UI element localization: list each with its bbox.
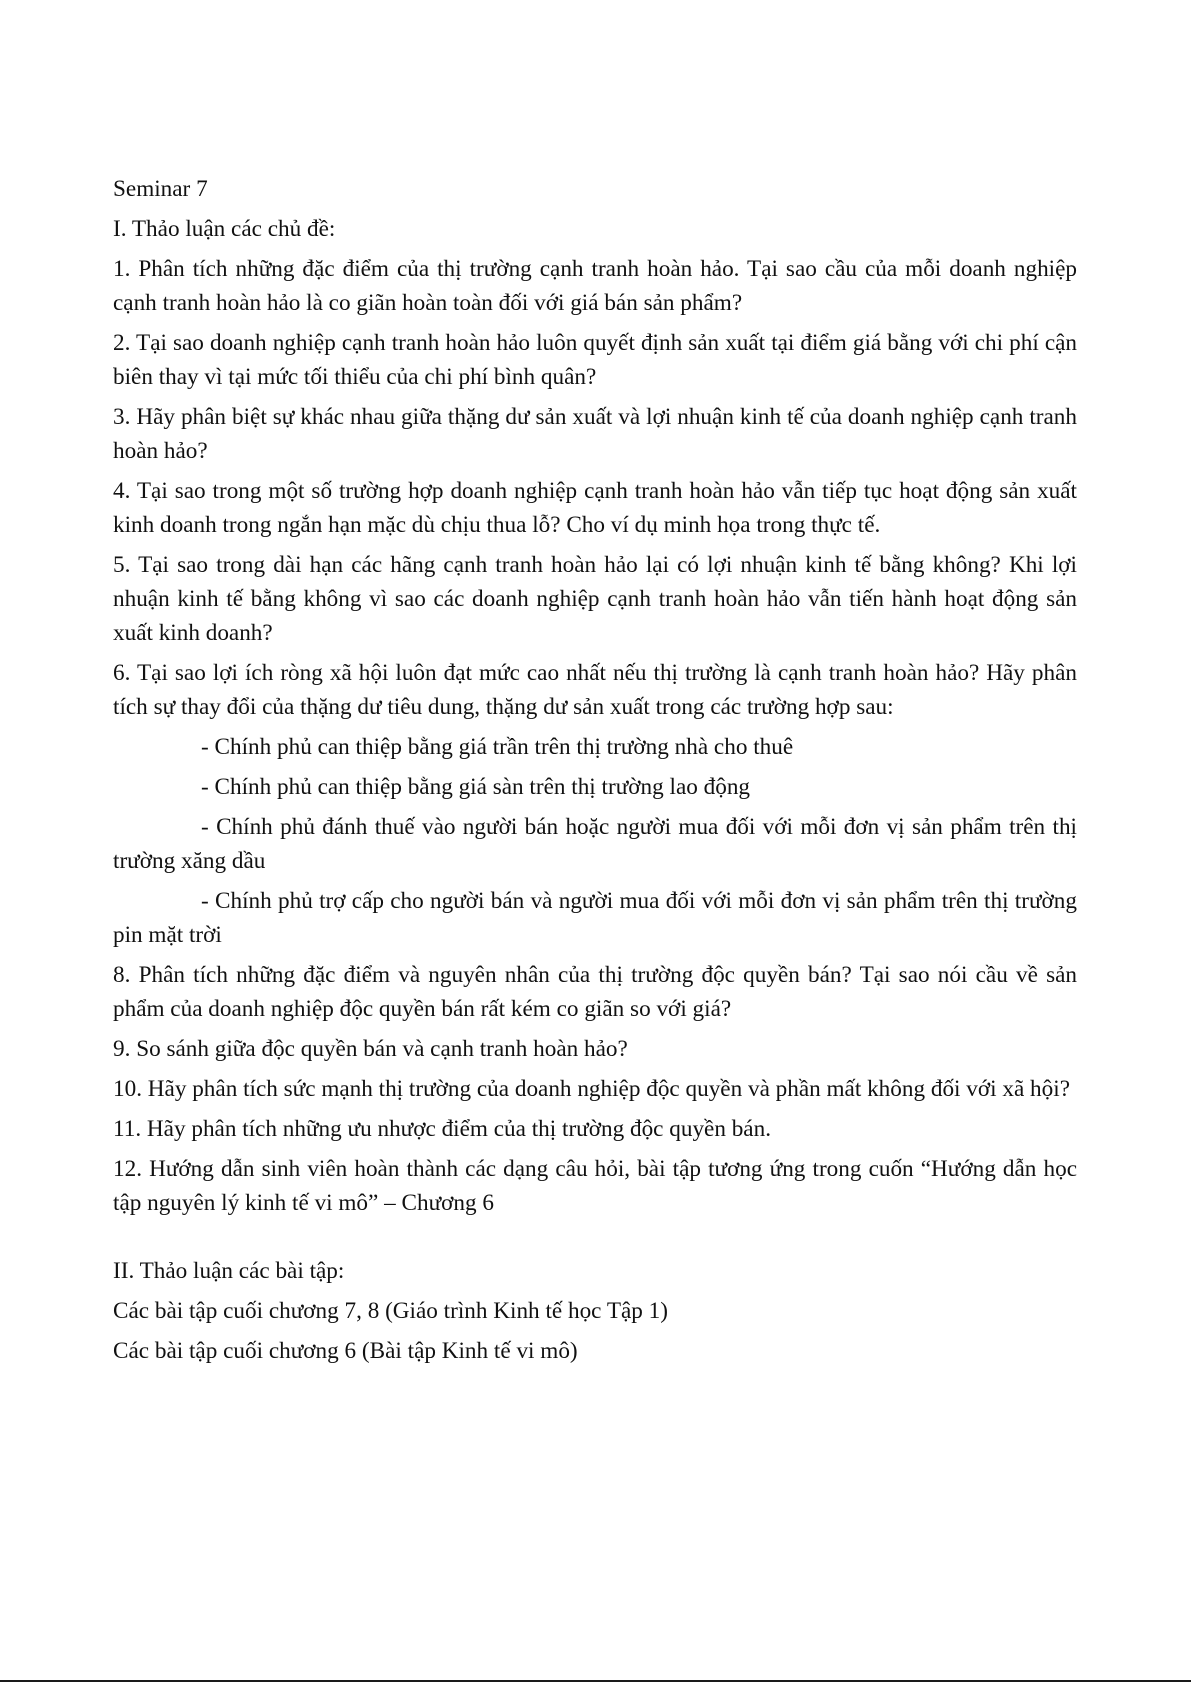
section-2-heading: II. Thảo luận các bài tập: xyxy=(113,1258,345,1284)
question-1: 1. Phân tích những đặc điểm của thị trường cạnh tranh hoàn hảo. Tại sao cầu của mỗi doanh nghiệp cạnh tranh hoàn hảo là co giãn hoàn toàn đối với giá bán sản phẩm? xyxy=(113,256,1077,316)
question-6: 6. Tại sao lợi ích ròng xã hội luôn đạt mức cao nhất nếu thị trường là cạnh tranh hoàn hảo? Hãy phân tích sự thay đổi của thặng dư tiêu dung, thặng dư sản xuất trong các trường hợp sau: xyxy=(113,660,1077,720)
document-page xyxy=(113,172,1077,1374)
section-1-heading: I. Thảo luận các chủ đề: xyxy=(113,216,336,242)
exercise-line-1: Các bài tập cuối chương 7, 8 (Giáo trình Kinh tế học Tập 1) xyxy=(113,1298,668,1324)
question-6-bullet-1: - Chính phủ can thiệp bằng giá trần trên thị trường nhà cho thuê xyxy=(201,734,794,760)
question-12: 12. Hướng dẫn sinh viên hoàn thành các dạng câu hỏi, bài tập tương ứng trong cuốn “Hướng dẫn học tập nguyên lý kinh tế vi mô” – Chương 6 xyxy=(113,1156,1077,1216)
question-9: 9. So sánh giữa độc quyền bán và cạnh tranh hoàn hảo? xyxy=(113,1036,628,1062)
question-4: 4. Tại sao trong một số trường hợp doanh nghiệp cạnh tranh hoàn hảo vẫn tiếp tục hoạt động sản xuất kinh doanh trong ngắn hạn mặc dù chịu thua lỗ? Cho ví dụ minh họa trong thực tế. xyxy=(113,478,1077,538)
section-gap xyxy=(113,1226,1077,1254)
question-8: 8. Phân tích những đặc điểm và nguyên nhân của thị trường độc quyền bán? Tại sao nói cầu về sản phẩm của doanh nghiệp độc quyền bán rất kém co giãn so với giá? xyxy=(113,962,1077,1022)
question-3: 3. Hãy phân biệt sự khác nhau giữa thặng dư sản xuất và lợi nhuận kinh tế của doanh nghiệp cạnh tranh hoàn hảo? xyxy=(113,404,1077,464)
document-title: Seminar 7 xyxy=(113,176,208,202)
question-11: 11. Hãy phân tích những ưu nhược điểm của thị trường độc quyền bán. xyxy=(113,1116,771,1142)
question-6-bullet-3: - Chính phủ đánh thuế vào người bán hoặc người mua đối với mỗi đơn vị sản phẩm trên thị trường xăng dầu xyxy=(113,814,1077,874)
question-10: 10. Hãy phân tích sức mạnh thị trường của doanh nghiệp độc quyền và phần mất không đối với xã hội? xyxy=(113,1076,1070,1102)
question-6-bullet-4: - Chính phủ trợ cấp cho người bán và người mua đối với mỗi đơn vị sản phẩm trên thị trường pin mặt trời xyxy=(113,888,1077,948)
exercise-line-2: Các bài tập cuối chương 6 (Bài tập Kinh tế vi mô) xyxy=(113,1338,578,1364)
question-6-bullet-2: - Chính phủ can thiệp bằng giá sàn trên thị trường lao động xyxy=(201,774,751,800)
page-bottom-rule xyxy=(0,1680,1191,1682)
question-5: 5. Tại sao trong dài hạn các hãng cạnh tranh hoàn hảo lại có lợi nhuận kinh tế bằng không? Khi lợi nhuận kinh tế bằng không vì sao các doanh nghiệp cạnh tranh hoàn hảo vẫn tiến hành hoạt động sản xuất kinh doanh? xyxy=(113,552,1077,646)
question-2: 2. Tại sao doanh nghiệp cạnh tranh hoàn hảo luôn quyết định sản xuất tại điểm giá bằng với chi phí cận biên thay vì tại mức tối thiểu của chi phí bình quân? xyxy=(113,330,1077,390)
